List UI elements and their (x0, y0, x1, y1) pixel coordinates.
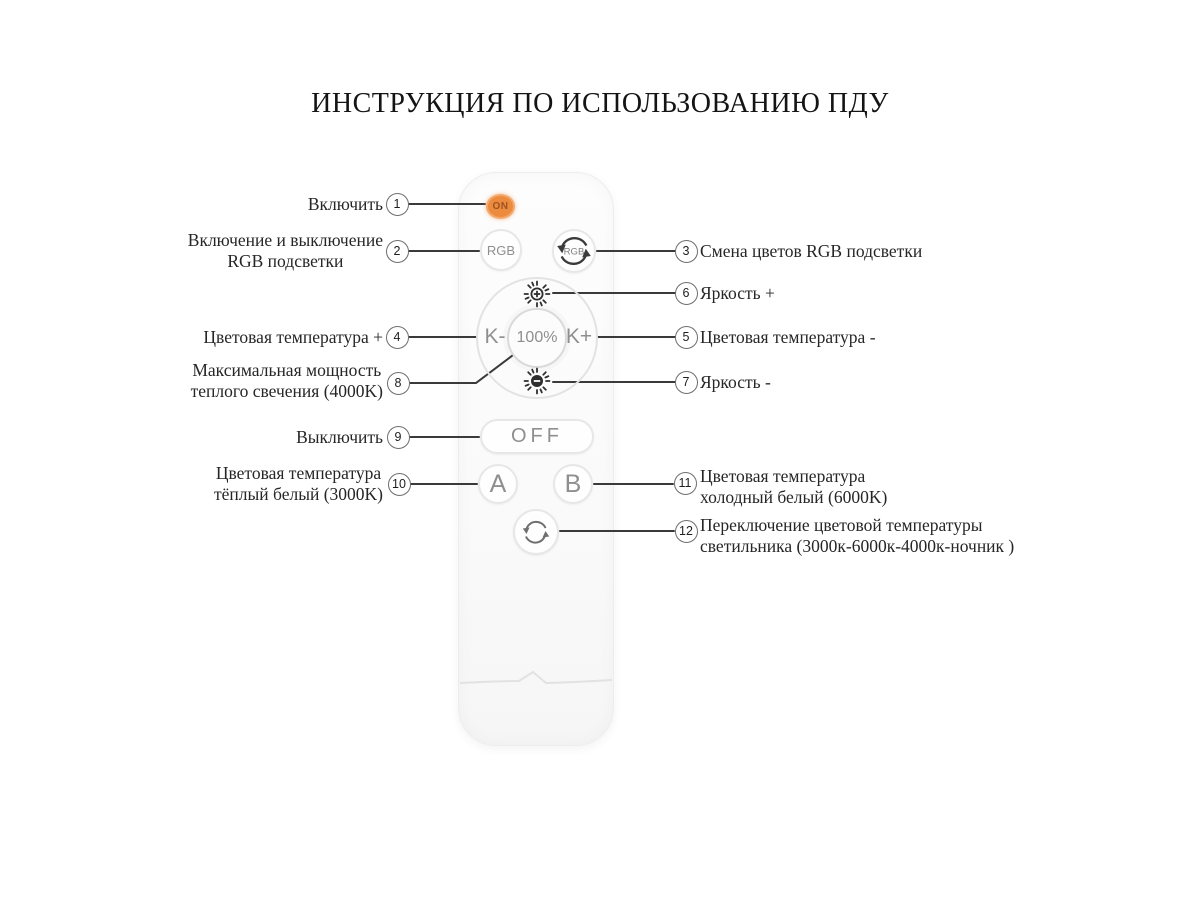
rgb-cycle-label: RGB (563, 246, 585, 258)
cold-white-b-button: B (553, 464, 593, 504)
callout-number-8: 8 (387, 372, 410, 395)
rgb-cycle-button (552, 229, 596, 273)
callout-label-12: Переключение цветовой температуры светильника (3000к-6000к-4000к-ночник ) (700, 515, 1015, 556)
warm-white-a-button: A (478, 464, 518, 504)
callout-label-8: Максимальная мощность теплого свечения (4000K) (190, 360, 383, 401)
callout-label-6: Яркость + (700, 282, 775, 303)
brightness-plus-icon (522, 279, 552, 309)
k-minus-button: K- (484, 325, 506, 348)
callout-number-9: 9 (387, 426, 410, 449)
callout-number-4: 4 (386, 326, 409, 349)
page-title: ИНСТРУКЦИЯ ПО ИСПОЛЬЗОВАНИЮ ПДУ (311, 88, 889, 119)
callout-number-5: 5 (675, 326, 698, 349)
callout-number-10: 10 (388, 473, 411, 496)
callout-number-3: 3 (675, 240, 698, 263)
callout-label-1: Включить (307, 193, 383, 214)
callout-label-11: Цветовая температура холодный белый (6000K) (700, 466, 888, 507)
cycle-arrows-icon (554, 229, 594, 273)
callout-label-2: Включение и выключение RGB подсветки (187, 230, 383, 271)
callout-number-2: 2 (386, 240, 409, 263)
callout-number-11: 11 (674, 472, 697, 495)
power-off-button: OFF (480, 419, 594, 454)
battery-cover-seam (460, 672, 612, 683)
callout-label-9: Выключить (296, 426, 383, 447)
brightness-minus-icon (522, 366, 552, 396)
k-plus-button: K+ (565, 325, 593, 348)
callout-number-12: 12 (675, 520, 698, 543)
callout-label-4: Цветовая температура + (203, 326, 383, 347)
cycle-arrows-icon (521, 517, 551, 547)
callout-label-7: Яркость - (700, 371, 771, 392)
max-power-button: 100% (507, 308, 567, 368)
rgb-toggle-button: RGB (480, 229, 522, 271)
callout-number-6: 6 (675, 282, 698, 305)
callout-label-10: Цветовая температура тёплый белый (3000K) (214, 463, 383, 504)
temperature-cycle-button (513, 509, 559, 555)
callout-label-3: Смена цветов RGB подсветки (700, 240, 923, 261)
callout-label-5: Цветовая температура - (700, 326, 876, 347)
power-on-button: ON (486, 194, 515, 219)
callout-number-7: 7 (675, 371, 698, 394)
callout-number-1: 1 (386, 193, 409, 216)
